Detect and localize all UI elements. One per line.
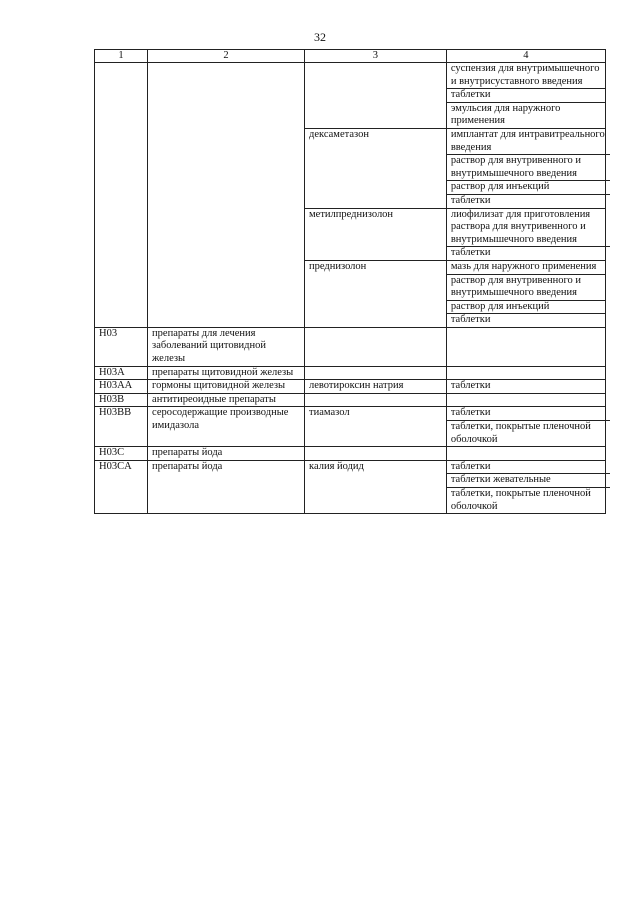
column-number-row — [95, 50, 606, 63]
code-cell: H03 — [95, 327, 148, 366]
column-number-2: 2 — [148, 50, 305, 63]
column-number-1: 1 — [95, 50, 148, 63]
forms-cell — [446, 460, 605, 513]
table-row — [95, 380, 606, 394]
table-row — [95, 393, 606, 407]
code-cell: H03A — [95, 366, 148, 380]
group-cell: гормоны щитовидной железы — [148, 380, 305, 394]
code-cell: H03AA — [95, 380, 148, 394]
column-number-3: 3 — [305, 50, 447, 63]
drug-cell: тиамазол — [305, 407, 447, 447]
code-cell: H03C — [95, 447, 148, 461]
group-cell: препараты щитовидной железы — [148, 366, 305, 380]
dosage-form: имплантат для интравитреального введения — [447, 129, 610, 155]
drug-cell: левотироксин натрия — [305, 380, 447, 394]
forms-cell — [446, 380, 605, 394]
dosage-form: раствор для внутривенного и внутримышечного введения — [447, 155, 610, 181]
column-number-4: 4 — [446, 50, 605, 63]
dosage-form: суспензия для внутримышечного и внутрисуставного введения — [447, 63, 605, 89]
drug-cell: метилпреднизолон — [305, 208, 447, 260]
dosage-form: эмульсия для наружного применения — [450, 102, 561, 127]
table-row — [95, 63, 606, 129]
dosage-form: лиофилизат для приготовления раствора для внутривенного и внутримышечного введения — [447, 209, 610, 248]
forms-cell — [446, 447, 605, 461]
group-cell: препараты для лечения заболеваний щитовидной железы — [148, 327, 305, 366]
dosage-form: таблетки жевательные — [447, 474, 610, 488]
forms-cell — [446, 260, 605, 327]
code-cell: H03CA — [95, 460, 148, 513]
table-row — [95, 460, 606, 513]
forms-cell — [446, 128, 605, 208]
drug-cell — [305, 447, 447, 461]
code-cell: H03BB — [95, 407, 148, 447]
forms-cell — [446, 327, 605, 366]
dosage-form: раствор для инъекций — [447, 181, 610, 195]
forms-cell — [446, 393, 605, 407]
drug-cell — [305, 63, 447, 129]
drug-cell: дексаметазон — [305, 128, 447, 208]
group-cell — [148, 63, 305, 328]
dosage-form: раствор для внутривенного и внутримышечного введения — [447, 275, 605, 301]
dosage-form: таблетки — [450, 247, 491, 259]
table-row — [95, 407, 606, 447]
group-cell: антитиреоидные препараты — [148, 393, 305, 407]
group-cell: серосодержащие производные имидазола — [148, 407, 305, 447]
code-cell — [95, 63, 148, 328]
drug-cell — [305, 366, 447, 380]
dosage-form: таблетки — [450, 194, 491, 206]
page-number: 32 — [314, 30, 326, 44]
dosage-form: таблетки, покрытые пленочной оболочкой — [450, 421, 591, 445]
drug-cell — [305, 327, 447, 366]
dosage-form: таблетки — [447, 461, 610, 475]
dosage-form: таблетки — [447, 89, 605, 103]
code-cell: H03B — [95, 393, 148, 407]
drug-cell — [305, 393, 447, 407]
group-cell: препараты йода — [148, 447, 305, 461]
medicines-table — [94, 49, 606, 514]
drug-cell: преднизолон — [305, 260, 447, 327]
dosage-form: мазь для наружного применения — [447, 261, 605, 275]
dosage-form: таблетки — [447, 407, 610, 421]
forms-cell — [446, 407, 605, 447]
dosage-form: таблетки — [450, 380, 491, 392]
dosage-form: таблетки, покрытые пленочной оболочкой — [450, 488, 591, 512]
drug-cell: калия йодид — [305, 460, 447, 513]
forms-cell — [446, 63, 605, 129]
group-cell: препараты йода — [148, 460, 305, 513]
forms-cell — [446, 366, 605, 380]
table-row — [95, 327, 606, 366]
forms-cell — [446, 208, 605, 260]
table-row — [95, 366, 606, 380]
table-row — [95, 447, 606, 461]
dosage-form: раствор для инъекций — [447, 301, 605, 315]
dosage-form: таблетки — [450, 314, 491, 326]
